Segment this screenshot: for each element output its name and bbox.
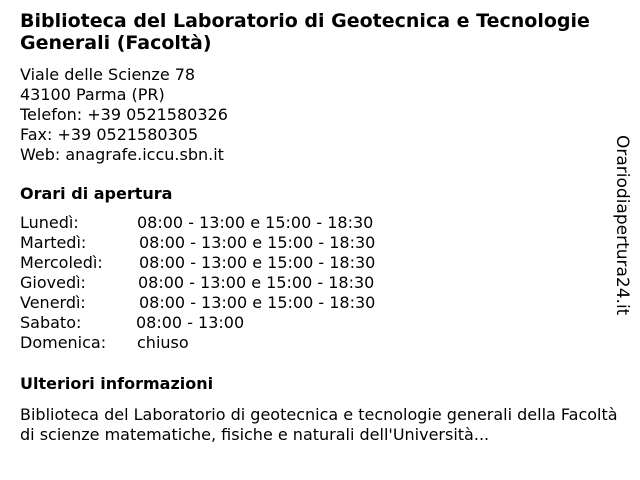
- site-watermark: Orariodiapertura24.it: [612, 135, 632, 316]
- day-hours: 08:00 - 13:00 e 15:00 - 18:30: [139, 293, 376, 312]
- day-label: Sabato:: [20, 313, 82, 332]
- day-label: Domenica:: [20, 333, 107, 352]
- day-label: Mercoledì:: [20, 253, 103, 272]
- fax-number: Fax: +39 0521580305: [20, 125, 199, 144]
- day-hours: 08:00 - 13:00 e 15:00 - 18:30: [139, 233, 376, 252]
- page-title: Biblioteca del Laboratorio di Geotecnica e Tecnologie Generali (Facoltà): [20, 10, 590, 54]
- day-hours: 08:00 - 13:00: [136, 313, 245, 332]
- day-hours: 08:00 - 13:00 e 15:00 - 18:30: [138, 273, 375, 292]
- phone-number: Telefon: +39 0521580326: [20, 105, 228, 124]
- day-hours: chiuso: [137, 333, 189, 352]
- website: Web: anagrafe.iccu.sbn.it: [20, 145, 224, 164]
- more-info-heading: Ulteriori informazioni: [20, 374, 214, 393]
- day-label: Martedì:: [20, 233, 87, 252]
- address-street: Viale delle Scienze 78: [20, 65, 196, 84]
- day-label: Lunedì:: [20, 213, 79, 232]
- contact-block: [20, 65, 600, 165]
- library-description: Biblioteca del Laboratorio di geotecnica e tecnologie generali della Facoltà di scienze matematiche, fisiche e naturali dell'Università...: [20, 405, 618, 444]
- address-city: 43100 Parma (PR): [20, 85, 165, 104]
- day-label: Giovedì:: [20, 273, 86, 292]
- day-hours: 08:00 - 13:00 e 15:00 - 18:30: [137, 213, 374, 232]
- day-hours: 08:00 - 13:00 e 15:00 - 18:30: [139, 253, 376, 272]
- day-label: Venerdì:: [20, 293, 86, 312]
- opening-hours-heading: Orari di apertura: [20, 184, 173, 203]
